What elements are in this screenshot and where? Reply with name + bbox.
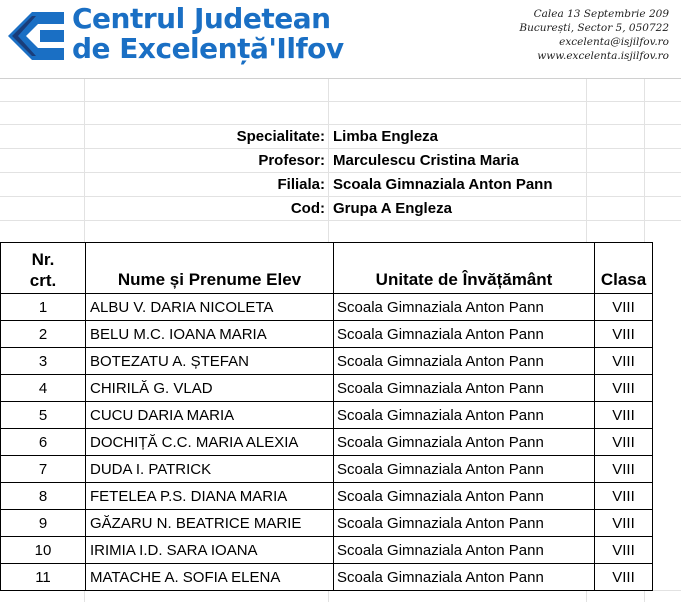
- cell-school: Scoala Gimnaziala Anton Pann: [334, 321, 595, 348]
- cell-class: VIII: [595, 456, 653, 483]
- cell-name: CHIRILĂ G. VLAD: [86, 375, 334, 402]
- info-row-code: [0, 197, 681, 221]
- table-row: [1, 510, 653, 537]
- info-row-branch: [0, 173, 681, 197]
- cell-nr: 6: [1, 429, 86, 456]
- cell-nr: 11: [1, 564, 86, 591]
- contact-address: Calea 13 Septembrie 209: [533, 8, 669, 20]
- cell-name: BELU M.C. IOANA MARIA: [86, 321, 334, 348]
- cell-nr: 9: [1, 510, 86, 537]
- logo-title-line2: de Excelență'Ilfov: [72, 32, 344, 65]
- contact-email: excelenta@isjilfov.ro: [559, 36, 669, 48]
- cell-class: VIII: [595, 564, 653, 591]
- contact-block: [519, 7, 669, 63]
- cell-class: VIII: [595, 321, 653, 348]
- cell-name: BOTEZATU A. ȘTEFAN: [86, 348, 334, 375]
- header-banner: [0, 0, 681, 79]
- cell-name: GĂZARU N. BEATRICE MARIE: [86, 510, 334, 537]
- info-value: Grupa A Engleza: [333, 200, 452, 217]
- cell-name: FETELEA P.S. DIANA MARIA: [86, 483, 334, 510]
- cell-school: Scoala Gimnaziala Anton Pann: [334, 375, 595, 402]
- cell-name: IRIMIA I.D. SARA IOANA: [86, 537, 334, 564]
- cell-school: Scoala Gimnaziala Anton Pann: [334, 294, 595, 321]
- cell-name: ALBU V. DARIA NICOLETA: [86, 294, 334, 321]
- table-row: [1, 402, 653, 429]
- cell-school: Scoala Gimnaziala Anton Pann: [334, 564, 595, 591]
- grid-row-line: [0, 101, 681, 102]
- table-header-row: [1, 243, 653, 294]
- logo-icon: [2, 8, 70, 64]
- students-table: [0, 242, 653, 591]
- table-row: [1, 375, 653, 402]
- header-name: Nume și Prenume Elev: [86, 243, 334, 294]
- cell-name: MATACHE A. SOFIA ELENA: [86, 564, 334, 591]
- table-row: [1, 348, 653, 375]
- cell-nr: 2: [1, 321, 86, 348]
- info-label: Filiala:: [277, 176, 325, 193]
- cell-class: VIII: [595, 375, 653, 402]
- contact-website: www.excelenta.isjilfov.ro: [537, 50, 669, 62]
- cell-school: Scoala Gimnaziala Anton Pann: [334, 537, 595, 564]
- table-row: [1, 483, 653, 510]
- header-nr-line1: Nr.: [31, 250, 55, 269]
- info-row-specialty: [0, 125, 681, 149]
- table-row: [1, 456, 653, 483]
- header-nr: [1, 243, 86, 294]
- info-value: Limba Engleza: [333, 128, 439, 145]
- table-row: [1, 321, 653, 348]
- cell-nr: 5: [1, 402, 86, 429]
- info-value: Scoala Gimnaziala Anton Pann: [333, 176, 553, 193]
- cell-class: VIII: [595, 294, 653, 321]
- table-row: [1, 429, 653, 456]
- cell-nr: 7: [1, 456, 86, 483]
- cell-school: Scoala Gimnaziala Anton Pann: [334, 510, 595, 537]
- cell-school: Scoala Gimnaziala Anton Pann: [334, 348, 595, 375]
- cell-nr: 8: [1, 483, 86, 510]
- cell-name: DOCHIȚĂ C.C. MARIA ALEXIA: [86, 429, 334, 456]
- contact-city: București, Sector 5, 050722: [519, 22, 669, 34]
- cell-school: Scoala Gimnaziala Anton Pann: [334, 402, 595, 429]
- cell-nr: 1: [1, 294, 86, 321]
- cell-class: VIII: [595, 429, 653, 456]
- header-nr-line2: crt.: [29, 271, 57, 290]
- info-label: Specialitate:: [236, 128, 325, 145]
- info-label: Profesor:: [258, 152, 325, 169]
- cell-class: VIII: [595, 510, 653, 537]
- cell-class: VIII: [595, 348, 653, 375]
- table-row: [1, 294, 653, 321]
- cell-nr: 3: [1, 348, 86, 375]
- cell-class: VIII: [595, 537, 653, 564]
- cell-name: DUDA I. PATRICK: [86, 456, 334, 483]
- cell-school: Scoala Gimnaziala Anton Pann: [334, 456, 595, 483]
- header-school: Unitate de Învățământ: [334, 243, 595, 294]
- table-row: [1, 564, 653, 591]
- logo-title-line1: Centrul Judetean: [72, 2, 331, 35]
- cell-nr: 4: [1, 375, 86, 402]
- table-row: [1, 537, 653, 564]
- info-row-teacher: [0, 149, 681, 173]
- info-value: Marculescu Cristina Maria: [333, 152, 519, 169]
- cell-name: CUCU DARIA MARIA: [86, 402, 334, 429]
- cell-school: Scoala Gimnaziala Anton Pann: [334, 429, 595, 456]
- cell-nr: 10: [1, 537, 86, 564]
- info-label: Cod:: [290, 200, 325, 217]
- cell-class: VIII: [595, 402, 653, 429]
- cell-school: Scoala Gimnaziala Anton Pann: [334, 483, 595, 510]
- cell-class: VIII: [595, 483, 653, 510]
- header-class: Clasa: [595, 243, 653, 294]
